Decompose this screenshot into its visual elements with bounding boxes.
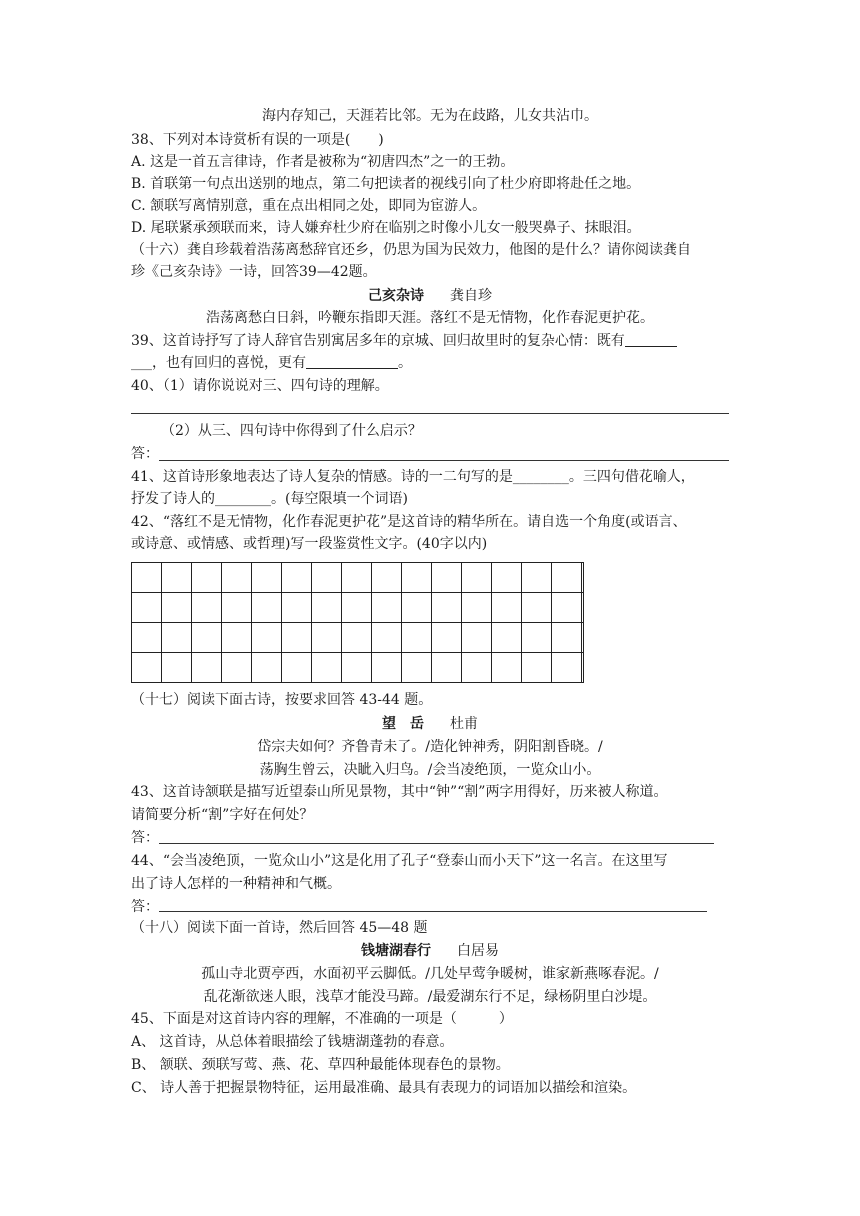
question-38-option-c: C. 颔联写离情别意，重在点出相同之处，即同为宦游人。 [131, 198, 487, 214]
section-17-intro: （十七）阅读下面古诗，按要求回答 43-44 题。 [131, 692, 433, 708]
answer-line[interactable] [159, 460, 729, 461]
question-39-line2 [131, 353, 412, 373]
poem-1-author: 龚自珍 [450, 288, 492, 304]
question-40-2: （2）从三、四句诗中你得到了什么启示？ [161, 423, 422, 439]
question-41-line1: 41、这首诗形象地表达了诗人复杂的情感。诗的一二句写的是________。三四句借花喻人， [131, 469, 695, 485]
poem-2-author: 杜甫 [450, 716, 478, 732]
section-18-intro: （十八）阅读下面一首诗，然后回答 45—48 题 [131, 920, 428, 936]
section-16-intro-line1: （十六）龚自珍载着浩荡离愁辞官还乡，仍思为国为民效力，他图的是什么？请你阅读龚自 [131, 242, 691, 258]
question-41-line2: 抒发了诗人的________。(每空限填一个词语) [131, 491, 408, 507]
question-44-line1: 44、“会当凌绝顶，一览众山小”这是化用了孔子“登泰山而小天下”这一名言。在这里写 [131, 853, 668, 869]
question-38-option-b: B. 首联第一句点出送别的地点，第二句把读者的视线引向了杜少府即将赴任之地。 [131, 176, 641, 192]
question-45-option-b: B、 颔联、颈联写莺、燕、花、草四种最能体现春色的景物。 [131, 1057, 510, 1073]
question-43-line1: 43、这首诗颔联是描写近望泰山所见景物，其中“钟”“割”两字用得好，历来被人称道。 [131, 784, 668, 800]
question-42-line1: 42、“落红不是无情物，化作春泥更护花”是这首诗的精华所在。请自选一个角度(或语言、 [131, 514, 687, 530]
poem-previous-last-line: 海内存知己，天涯若比邻。无为在歧路，儿女共沾巾。 [262, 108, 598, 124]
answer-label: 答： [131, 830, 159, 846]
answer-blank[interactable] [306, 354, 398, 369]
question-45-option-c: C、 诗人善于把握景物特征，运用最准确、最具有表现力的词语加以描绘和渲染。 [131, 1080, 637, 1096]
question-39-text: 39、这首诗抒写了诗人辞官告别寓居多年的京城、回归故里时的复杂心情：既有 [131, 333, 625, 349]
poem-2-heading [0, 714, 860, 734]
answer-label: 答： [131, 446, 159, 462]
poem-2-line2: 荡胸生曾云，决眦入归鸟。/会当凌绝顶，一览众山小。 [259, 762, 601, 778]
question-39-text-2: ___，也有回归的喜悦，更有 [131, 355, 306, 371]
poem-2-line1: 岱宗夫如何？齐鲁青未了。/造化钟神秀，阴阳割昏晓。/ [257, 739, 603, 755]
answer-blank[interactable] [625, 332, 677, 347]
question-43-line2: 请简要分析“割”字好在何处？ [131, 807, 314, 823]
question-40-1: 40、（1）请你说说对三、四句诗的理解。 [131, 378, 389, 394]
answer-label: 答： [131, 899, 159, 915]
poem-3-line1: 孤山寺北贾亭西，水面初平云脚低。/几处早莺争暖树，谁家新燕啄春泥。/ [201, 966, 659, 982]
question-38: 38、下列对本诗赏析有误的一项是( ) [131, 132, 384, 148]
poem-3-title: 钱塘湖春行 [361, 943, 431, 959]
writing-grid[interactable] [131, 562, 584, 683]
question-39-end: 。 [398, 355, 412, 371]
poem-1-heading [0, 286, 860, 306]
poem-1-text: 浩荡离愁白日斜，吟鞭东指即天涯。落红不是无情物，化作春泥更护花。 [206, 310, 654, 326]
poem-1-title: 己亥杂诗 [368, 288, 424, 304]
question-45-option-a: A、 这首诗，从总体着眼描绘了钱塘湖蓬勃的春意。 [131, 1034, 454, 1050]
question-42-line2: 或诗意、或情感、或哲理)写一段鉴赏性文字。(40字以内) [131, 536, 488, 552]
question-38-option-a: A. 这是一首五言律诗，作者是被称为“初唐四杰”之一的王勃。 [131, 154, 515, 170]
poem-3-author: 白居易 [457, 943, 499, 959]
answer-line[interactable] [159, 911, 707, 912]
question-38-option-d: D. 尾联紧承颈联而来，诗人嫌弃杜少府在临别之时像小儿女一般哭鼻子、抹眼泪。 [131, 220, 641, 236]
poem-3-heading [0, 941, 860, 961]
answer-line[interactable] [131, 413, 729, 414]
poem-2-title: 望 岳 [382, 716, 424, 732]
poem-3-line2: 乱花渐欲迷人眼，浅草才能没马蹄。/最爱湖东行不足，绿杨阴里白沙堤。 [203, 989, 657, 1005]
section-16-intro-line2: 珍《己亥杂诗》一诗，回答39—42题。 [131, 264, 377, 280]
answer-line[interactable] [159, 843, 714, 844]
question-44-line2: 出了诗人怎样的一种精神和气概。 [131, 876, 341, 892]
question-39-line1 [131, 331, 677, 351]
question-45: 45、下面是对这首诗内容的理解，不准确的一项是（ ） [131, 1011, 513, 1027]
